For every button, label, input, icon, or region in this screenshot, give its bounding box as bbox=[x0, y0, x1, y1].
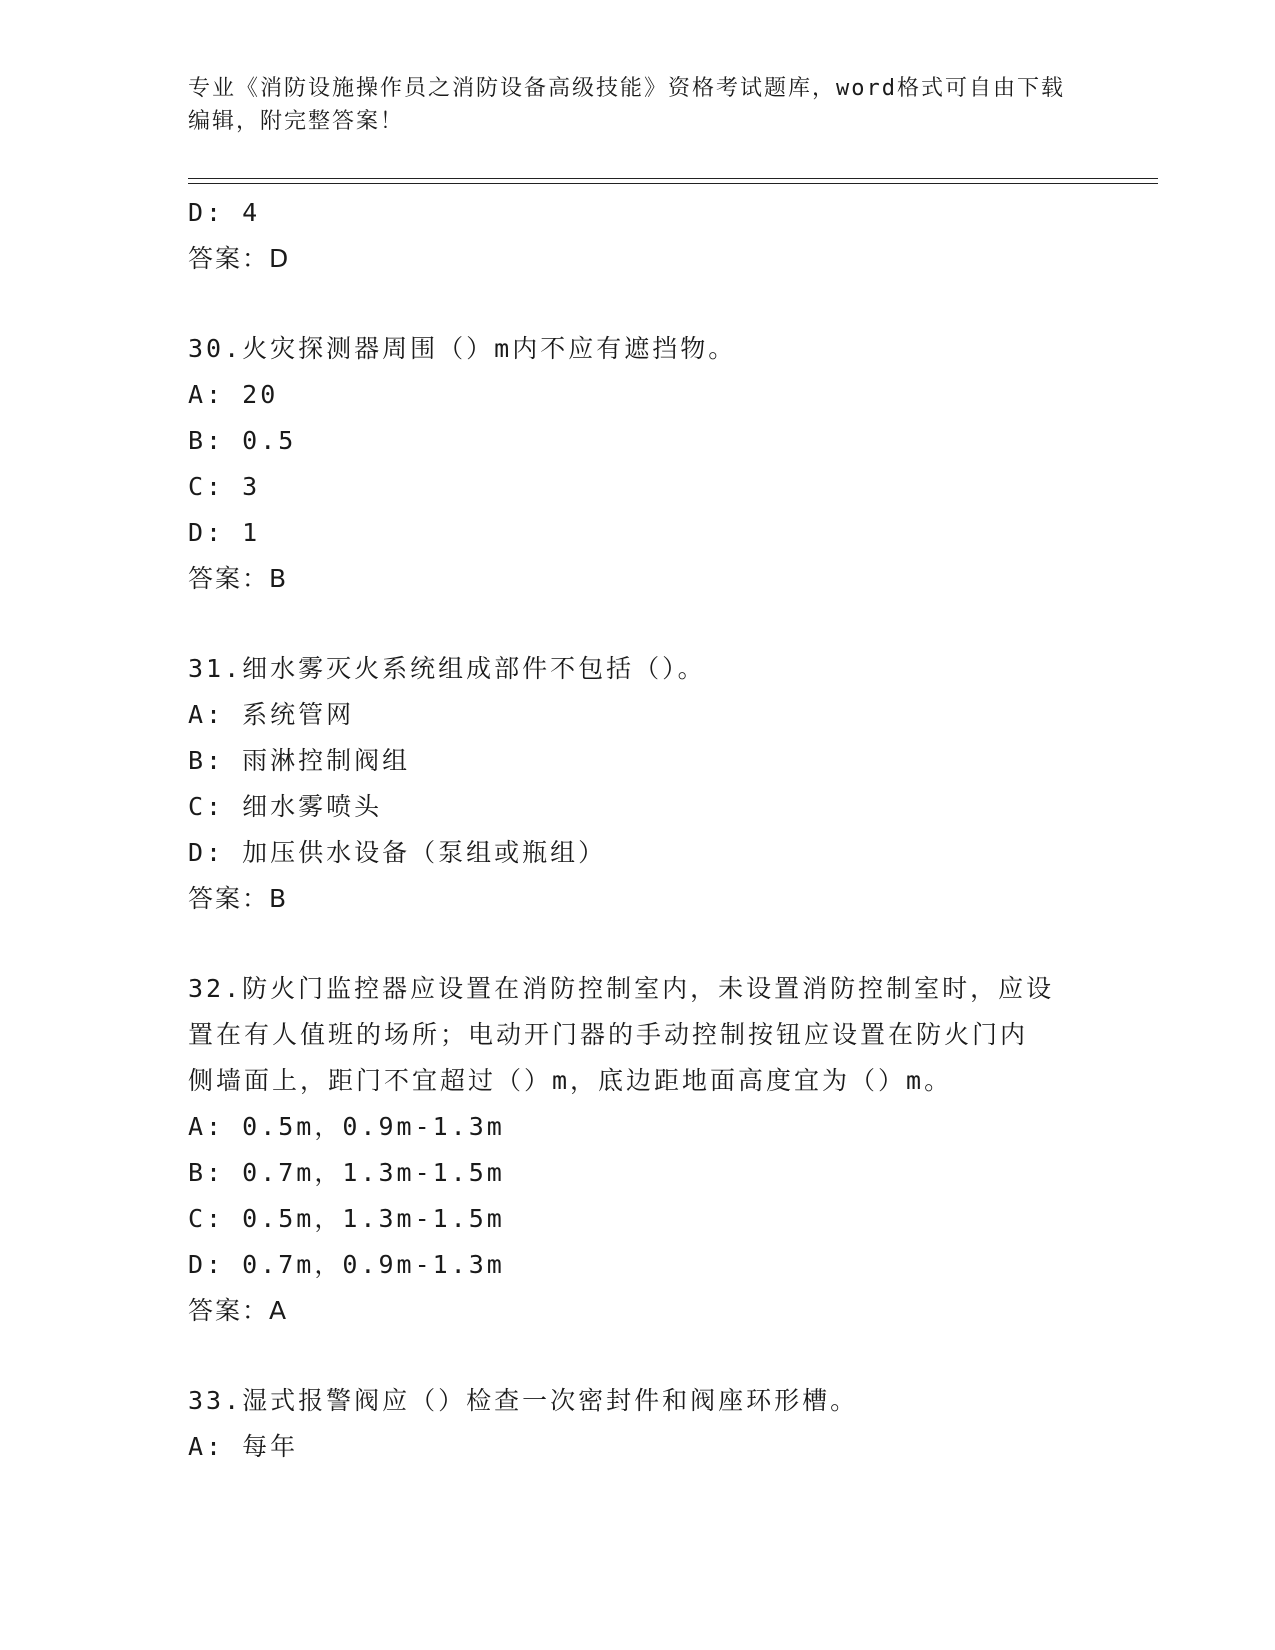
option-d: D: 1 bbox=[188, 518, 261, 547]
question-stem-line: 侧墙面上，距门不宜超过（）m，底边距地面高度宜为（）m。 bbox=[188, 1066, 953, 1095]
option-d: D: 4 bbox=[188, 198, 261, 227]
question-stem-line: 置在有人值班的场所；电动开门器的手动控制按钮应设置在防火门内 bbox=[188, 1020, 1029, 1049]
option-d: D: 加压供水设备（泵组或瓶组） bbox=[188, 838, 607, 867]
answer-line: 答案：D bbox=[188, 244, 291, 273]
option-a: A: 0.5m，0.9m-1.3m bbox=[188, 1112, 505, 1141]
question-stem: 31.细水雾灭火系统组成部件不包括（）。 bbox=[188, 654, 706, 683]
option-c: C: 3 bbox=[188, 472, 261, 501]
answer-line: 答案：B bbox=[188, 884, 289, 913]
option-a: A: 每年 bbox=[188, 1432, 299, 1461]
question-stem: 30.火灾探测器周围（）m内不应有遮挡物。 bbox=[188, 334, 737, 363]
answer-line: 答案：A bbox=[188, 1296, 289, 1325]
header-divider bbox=[188, 178, 1158, 184]
question-stem: 33.湿式报警阀应（）检查一次密封件和阀座环形槽。 bbox=[188, 1386, 859, 1415]
option-b: B: 0.7m，1.3m-1.5m bbox=[188, 1158, 505, 1187]
option-b: B: 雨淋控制阀组 bbox=[188, 746, 411, 775]
option-b: B: 0.5 bbox=[188, 426, 297, 455]
option-c: C: 0.5m，1.3m-1.5m bbox=[188, 1204, 505, 1233]
option-a: A: 系统管网 bbox=[188, 700, 355, 729]
page-header: 专业《消防设施操作员之消防设备高级技能》资格考试题库，word格式可自由下载编辑，附完整答案！ bbox=[188, 76, 1065, 134]
answer-line: 答案：B bbox=[188, 564, 289, 593]
option-c: C: 细水雾喷头 bbox=[188, 792, 383, 821]
option-a: A: 20 bbox=[188, 380, 279, 409]
option-d: D: 0.7m，0.9m-1.3m bbox=[188, 1250, 505, 1279]
question-list bbox=[188, 190, 1088, 1470]
question-stem-line: 32.防火门监控器应设置在消防控制室内，未设置消防控制室时，应设 bbox=[188, 974, 1055, 1003]
